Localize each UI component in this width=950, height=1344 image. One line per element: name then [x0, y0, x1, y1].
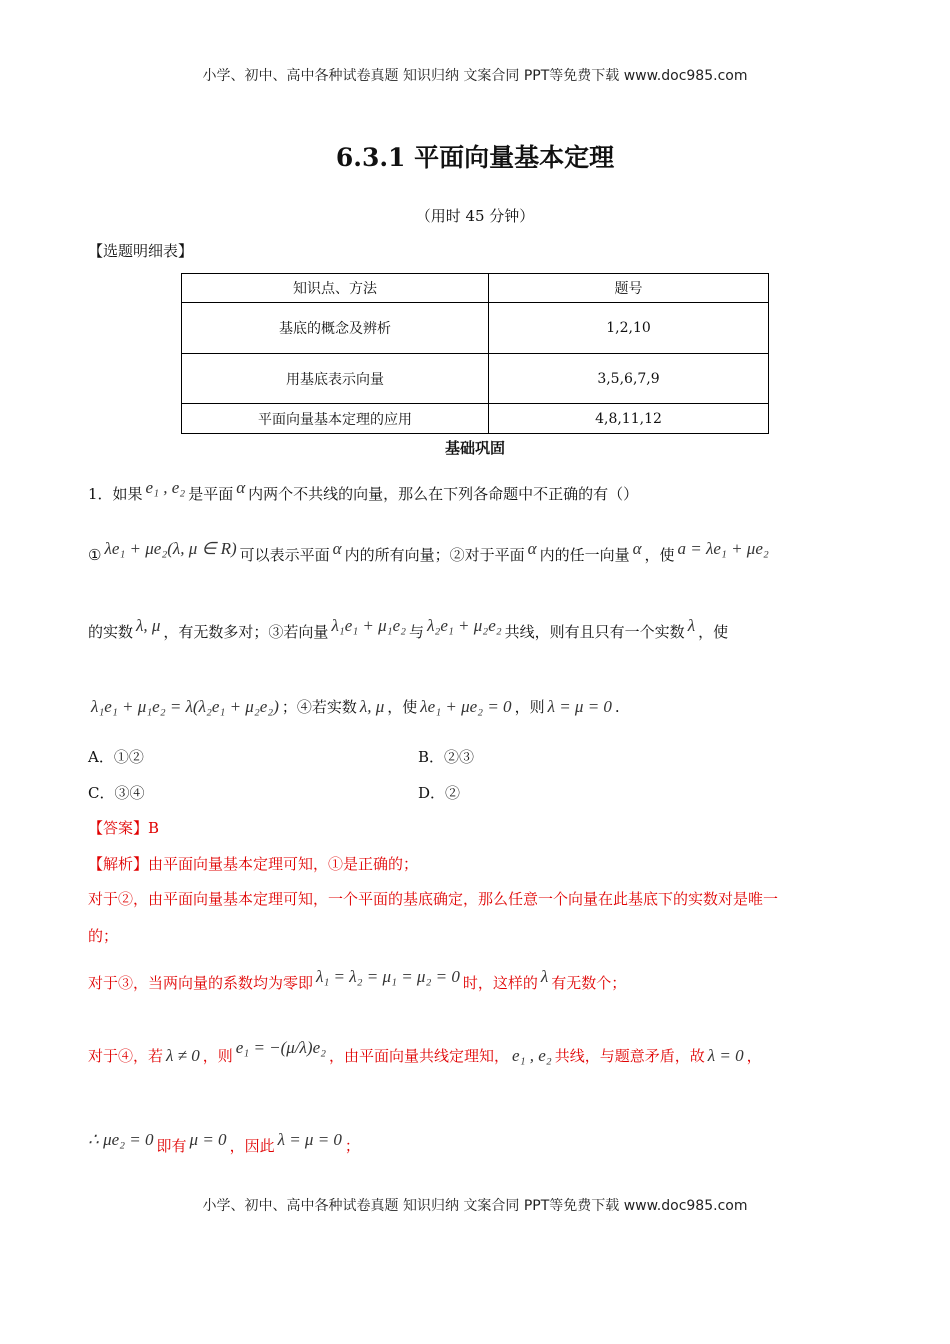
- math: λe₁ + μe₂(λ, μ ∈ R): [104, 539, 237, 558]
- text: 与: [409, 623, 425, 641]
- text: 对于③，当两向量的系数均为零即: [88, 974, 314, 992]
- math: e₁ , e₂: [512, 1046, 552, 1065]
- analysis-line: 的；: [88, 927, 119, 945]
- math: λ, μ: [136, 616, 161, 635]
- math: λ ≠ 0: [166, 1046, 200, 1065]
- table-row: [182, 354, 769, 404]
- text: 共线，则有且只有一个实数: [504, 623, 685, 641]
- cell: 平面向量基本定理的应用: [182, 404, 489, 434]
- section-heading: 基础巩固: [444, 439, 505, 457]
- math: α: [632, 539, 642, 558]
- text: ①: [88, 546, 102, 564]
- math: e₁ , e₂: [145, 478, 186, 497]
- text: 共线，与题意矛盾，故: [554, 1047, 705, 1065]
- text: ，由平面向量共线定理知，: [329, 1047, 510, 1065]
- answer: 【答案】B: [88, 819, 160, 837]
- option-b[interactable]: B．②③: [418, 748, 475, 766]
- subtitle: （用时 45 分钟）: [415, 207, 535, 225]
- math: λ = μ = 0: [547, 697, 612, 716]
- text: 即有: [156, 1137, 187, 1155]
- math: λ = μ = 0: [277, 1130, 342, 1149]
- question-line: [88, 478, 639, 504]
- text: .: [614, 698, 620, 716]
- math: μ = 0: [189, 1130, 227, 1149]
- text: ，使: [698, 623, 729, 641]
- analysis-line: [88, 1130, 360, 1156]
- question-line: [88, 697, 620, 717]
- text: 内的任一向量: [539, 546, 630, 564]
- text: 的实数: [88, 623, 134, 641]
- cell: 1,2,10: [489, 303, 769, 354]
- page-footer: 小学、初中、高中各种试卷真题 知识归纳 文案合同 PPT等免费下载 www.doc985.com: [202, 1198, 748, 1214]
- math: λ₂e₁ + μ₂e₂: [427, 616, 502, 635]
- math: λ: [687, 616, 696, 635]
- analysis-line: 【解析】由平面向量基本定理可知，①是正确的；: [88, 855, 419, 873]
- option-c[interactable]: C．③④: [88, 784, 145, 802]
- analysis-line: [88, 967, 627, 993]
- text: ，因此: [229, 1137, 275, 1155]
- question-line: [88, 616, 729, 642]
- table-row: [182, 404, 769, 434]
- analysis-line: [88, 1038, 762, 1066]
- cell: 基底的概念及辨析: [182, 303, 489, 354]
- text: ，则: [202, 1047, 233, 1065]
- option-d[interactable]: D．②: [418, 784, 461, 802]
- math: λ, μ: [359, 697, 385, 716]
- text: ，使: [644, 546, 675, 564]
- math: λ₁ = λ₂ = μ₁ = μ₂ = 0: [316, 967, 460, 986]
- text: 时，这样的: [462, 974, 538, 992]
- header-cell: 知识点、方法: [182, 274, 489, 303]
- analysis-line: 对于②，由平面向量基本定理可知，一个平面的基底确定，那么任意一个向量在此基底下的实数对是唯一: [88, 890, 779, 908]
- table-row: [182, 303, 769, 354]
- math: λ₁e₁ + μ₁e₂: [331, 616, 407, 635]
- cell: 用基底表示向量: [182, 354, 489, 404]
- text: ，则: [514, 698, 545, 716]
- text: 是平面: [188, 485, 234, 503]
- text: 有无数个；: [551, 974, 627, 992]
- topic-table: [181, 273, 769, 434]
- math: α: [527, 539, 537, 558]
- math: λ₁e₁ + μ₁e₂ = λ(λ₂e₁ + μ₂e₂): [91, 697, 279, 716]
- math: e₁ = −(μ/λ)e₂: [235, 1038, 327, 1057]
- math: ∴ μe₂ = 0: [88, 1130, 154, 1149]
- option-a[interactable]: A．①②: [88, 748, 144, 766]
- page-title: 6.3.1 平面向量基本定理: [335, 143, 615, 172]
- text: 内两个不共线的向量，那么在下列各命题中不正确的有（）: [248, 485, 639, 503]
- text: 可以表示平面: [239, 546, 330, 564]
- cell: 3,5,6,7,9: [489, 354, 769, 404]
- math: a = λe₁ + μe₂: [677, 539, 769, 558]
- text: ；④若实数: [281, 698, 357, 716]
- math: λ: [540, 967, 549, 986]
- text: 内的所有向量；②对于平面: [344, 546, 525, 564]
- table-header-row: [182, 274, 769, 303]
- math: λe₁ + μe₂ = 0: [420, 697, 512, 716]
- header-cell: 题号: [489, 274, 769, 303]
- text: 对于④，若: [88, 1047, 164, 1065]
- math: λ = 0: [707, 1046, 744, 1065]
- text: ，有无数多对；③若向量: [163, 623, 329, 641]
- text: ，使: [387, 698, 418, 716]
- page-header: 小学、初中、高中各种试卷真题 知识归纳 文案合同 PPT等免费下载 www.doc985.com: [202, 68, 748, 84]
- cell: 4,8,11,12: [489, 404, 769, 434]
- text: ；: [344, 1137, 360, 1155]
- question-line: [88, 539, 772, 565]
- table-label: 【选题明细表】: [88, 242, 194, 260]
- math: α: [236, 478, 246, 497]
- text: 1．如果: [88, 485, 143, 503]
- text: ，: [746, 1047, 762, 1065]
- math: α: [332, 539, 342, 558]
